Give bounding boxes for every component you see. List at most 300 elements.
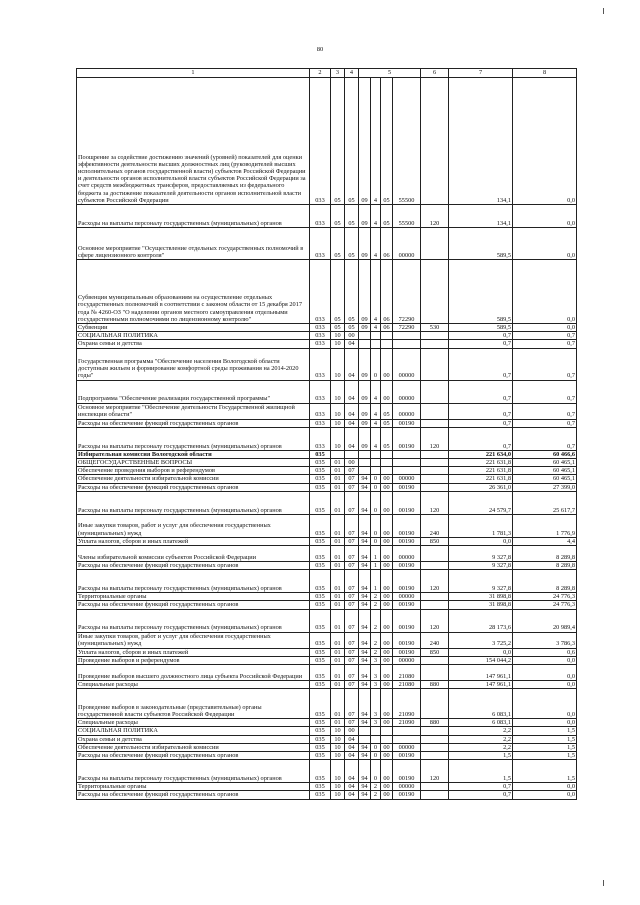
row-name: Расходы на выплаты персоналу государственных (муниципальных) органов <box>77 609 310 632</box>
cell-admin-code: 033 <box>310 205 331 228</box>
cell-expense-type <box>421 260 449 324</box>
cell-section: 01 <box>331 537 345 545</box>
row-name: Уплата налогов, сборов и иных платежей <box>77 648 310 656</box>
cell-program: 09 <box>359 348 371 380</box>
cell-amount-2: 0,0 <box>513 78 577 205</box>
cell-expense-type <box>421 483 449 491</box>
cell-subsection: 07 <box>345 601 359 609</box>
cell-subsection: 07 <box>345 681 359 689</box>
cell-expense-type <box>421 735 449 743</box>
cell-subsection <box>345 450 359 458</box>
cell-direction: 72290 <box>393 324 421 332</box>
cell-amount-1: 31 898,8 <box>449 601 513 609</box>
cell-subprogram: 0 <box>371 537 381 545</box>
cell-activity <box>381 735 393 743</box>
cell-amount-1: 134,1 <box>449 205 513 228</box>
table-row <box>77 514 577 537</box>
cell-admin-code: 033 <box>310 260 331 324</box>
cell-direction: 00000 <box>393 228 421 260</box>
cell-admin-code: 035 <box>310 537 331 545</box>
cell-admin-code: 033 <box>310 340 331 348</box>
cell-amount-1: 9 327,8 <box>449 562 513 570</box>
cell-amount-2: 25 617,7 <box>513 491 577 514</box>
row-name: Охрана семьи и детства <box>77 340 310 348</box>
row-name: Проведение выборов высшего должностного лица субъекта Российской Федерации <box>77 665 310 681</box>
cell-section: 10 <box>331 348 345 380</box>
cell-direction: 00190 <box>393 562 421 570</box>
cell-subsection: 04 <box>345 403 359 419</box>
cell-activity: 00 <box>381 760 393 783</box>
cell-amount-1: 2,2 <box>449 743 513 751</box>
cell-activity: 00 <box>381 632 393 648</box>
cell-activity <box>381 459 393 467</box>
cell-subsection: 07 <box>345 719 359 727</box>
table-row <box>77 228 577 260</box>
cell-subsection: 07 <box>345 570 359 593</box>
cell-admin-code: 035 <box>310 791 331 799</box>
cell-activity: 00 <box>381 681 393 689</box>
cell-program: 94 <box>359 791 371 799</box>
cell-amount-2: 20 989,4 <box>513 609 577 632</box>
cell-section: 01 <box>331 491 345 514</box>
cell-subprogram: 0 <box>371 752 381 760</box>
cell-subprogram: 0 <box>371 475 381 483</box>
table-row <box>77 791 577 799</box>
cell-subsection: 07 <box>345 467 359 475</box>
row-name: Субвенция муниципальным образованиям на осуществление отдельных государственных полномочий в соответствии с законом области от 15 декабря 2017 года № 4260-ОЗ "О наделении органов местного самоуправления отдельными государственными полномочиями по лицензионному контролю" <box>77 260 310 324</box>
row-name: Члены избирательной комиссии субъектов Российской Федерации <box>77 546 310 562</box>
cell-expense-type: 530 <box>421 324 449 332</box>
cell-expense-type: 120 <box>421 491 449 514</box>
cell-amount-1: 154 044,2 <box>449 656 513 664</box>
table-row <box>77 665 577 681</box>
cell-section: 05 <box>331 324 345 332</box>
cell-amount-1: 6 083,1 <box>449 689 513 719</box>
cell-subprogram: 0 <box>371 491 381 514</box>
cell-subsection: 07 <box>345 562 359 570</box>
cell-admin-code: 035 <box>310 719 331 727</box>
cell-program <box>359 332 371 340</box>
cell-section: 01 <box>331 459 345 467</box>
cell-program: 94 <box>359 648 371 656</box>
cell-subsection: 04 <box>345 419 359 427</box>
cell-program: 94 <box>359 665 371 681</box>
cell-section: 01 <box>331 681 345 689</box>
cell-program <box>359 727 371 735</box>
cell-activity: 00 <box>381 593 393 601</box>
cell-section: 10 <box>331 427 345 450</box>
cell-amount-1: 221 631,8 <box>449 475 513 483</box>
header-col-3: 3 <box>331 69 345 78</box>
cell-amount-2: 24 776,3 <box>513 601 577 609</box>
cell-amount-1: 31 898,8 <box>449 593 513 601</box>
cell-subsection: 05 <box>345 260 359 324</box>
cell-activity: 00 <box>381 665 393 681</box>
cell-admin-code: 033 <box>310 228 331 260</box>
cell-section: 10 <box>331 735 345 743</box>
cell-amount-1: 589,5 <box>449 324 513 332</box>
cell-subprogram: 4 <box>371 403 381 419</box>
row-name: Подпрограмма "Обеспечение реализации государственной программы" <box>77 380 310 403</box>
cell-activity: 05 <box>381 403 393 419</box>
header-col-7: 7 <box>449 69 513 78</box>
cell-admin-code: 035 <box>310 752 331 760</box>
scan-mark-top <box>603 8 604 14</box>
cell-program: 09 <box>359 228 371 260</box>
cell-direction: 00000 <box>393 380 421 403</box>
cell-amount-1: 0,7 <box>449 783 513 791</box>
table-body <box>77 78 577 800</box>
cell-activity: 00 <box>381 570 393 593</box>
table-row <box>77 475 577 483</box>
cell-section: 01 <box>331 593 345 601</box>
cell-amount-1: 1,5 <box>449 760 513 783</box>
cell-direction: 00190 <box>393 514 421 537</box>
cell-program: 94 <box>359 562 371 570</box>
cell-subprogram: 2 <box>371 791 381 799</box>
cell-amount-2: 60 466,6 <box>513 450 577 458</box>
cell-subprogram <box>371 467 381 475</box>
cell-direction: 00190 <box>393 483 421 491</box>
cell-direction: 72290 <box>393 260 421 324</box>
cell-activity: 00 <box>381 791 393 799</box>
cell-subprogram <box>371 340 381 348</box>
cell-activity: 00 <box>381 656 393 664</box>
cell-admin-code: 033 <box>310 78 331 205</box>
table-row <box>77 689 577 719</box>
cell-amount-1: 6 083,1 <box>449 719 513 727</box>
cell-admin-code: 035 <box>310 593 331 601</box>
cell-section: 10 <box>331 340 345 348</box>
cell-direction: 00190 <box>393 760 421 783</box>
cell-admin-code: 035 <box>310 760 331 783</box>
table-row <box>77 752 577 760</box>
cell-subsection: 04 <box>345 760 359 783</box>
cell-program: 94 <box>359 752 371 760</box>
cell-section: 01 <box>331 475 345 483</box>
cell-subprogram: 4 <box>371 427 381 450</box>
cell-expense-type: 120 <box>421 570 449 593</box>
cell-program: 94 <box>359 601 371 609</box>
cell-section: 05 <box>331 228 345 260</box>
cell-amount-2: 0,7 <box>513 419 577 427</box>
cell-direction: 21080 <box>393 681 421 689</box>
row-name: Территориальные органы <box>77 593 310 601</box>
cell-amount-2: 4,4 <box>513 537 577 545</box>
cell-amount-1: 0,7 <box>449 332 513 340</box>
cell-activity: 00 <box>381 514 393 537</box>
cell-direction: 00190 <box>393 648 421 656</box>
cell-admin-code: 035 <box>310 689 331 719</box>
cell-subprogram <box>371 735 381 743</box>
cell-section: 01 <box>331 719 345 727</box>
cell-subsection: 07 <box>345 491 359 514</box>
cell-amount-1: 9 327,8 <box>449 570 513 593</box>
cell-amount-1: 0,0 <box>449 648 513 656</box>
cell-amount-2: 1,5 <box>513 743 577 751</box>
cell-amount-2: 1,5 <box>513 760 577 783</box>
cell-amount-2: 1 776,9 <box>513 514 577 537</box>
cell-expense-type <box>421 601 449 609</box>
cell-amount-2: 0,7 <box>513 427 577 450</box>
header-col-4: 4 <box>345 69 359 78</box>
cell-subsection: 07 <box>345 632 359 648</box>
cell-amount-2: 0,0 <box>513 665 577 681</box>
header-col-5: 5 <box>359 69 421 78</box>
cell-expense-type <box>421 593 449 601</box>
cell-section: 10 <box>331 419 345 427</box>
cell-amount-2: 0,0 <box>513 205 577 228</box>
cell-subprogram: 4 <box>371 260 381 324</box>
cell-admin-code: 035 <box>310 783 331 791</box>
table-row <box>77 632 577 648</box>
table-row <box>77 743 577 751</box>
cell-activity: 06 <box>381 228 393 260</box>
scan-mark-bottom <box>603 880 604 886</box>
cell-section: 01 <box>331 648 345 656</box>
cell-subprogram: 4 <box>371 228 381 260</box>
cell-amount-1: 0,7 <box>449 340 513 348</box>
table-row <box>77 546 577 562</box>
cell-direction: 00000 <box>393 656 421 664</box>
cell-program: 94 <box>359 632 371 648</box>
row-name: Специальные расходы <box>77 719 310 727</box>
cell-subsection: 07 <box>345 648 359 656</box>
cell-subsection: 04 <box>345 783 359 791</box>
cell-direction <box>393 735 421 743</box>
table-row <box>77 380 577 403</box>
cell-amount-2: 0,0 <box>513 324 577 332</box>
cell-admin-code: 033 <box>310 427 331 450</box>
cell-program: 94 <box>359 570 371 593</box>
cell-section: 01 <box>331 467 345 475</box>
cell-program <box>359 467 371 475</box>
cell-amount-2: 0,7 <box>513 332 577 340</box>
cell-amount-1: 0,7 <box>449 348 513 380</box>
row-name: Уплата налогов, сборов и иных платежей <box>77 537 310 545</box>
header-col-2: 2 <box>310 69 331 78</box>
table-row <box>77 537 577 545</box>
cell-program: 94 <box>359 681 371 689</box>
budget-table <box>76 68 577 800</box>
cell-section: 10 <box>331 783 345 791</box>
cell-subprogram: 1 <box>371 570 381 593</box>
cell-section: 10 <box>331 332 345 340</box>
cell-amount-1: 24 579,7 <box>449 491 513 514</box>
cell-expense-type: 120 <box>421 205 449 228</box>
cell-program: 94 <box>359 760 371 783</box>
cell-section: 01 <box>331 562 345 570</box>
table-row <box>77 609 577 632</box>
cell-expense-type <box>421 743 449 751</box>
cell-subprogram: 3 <box>371 665 381 681</box>
cell-amount-2: 27 399,0 <box>513 483 577 491</box>
cell-amount-1: 0,7 <box>449 427 513 450</box>
cell-subsection: 07 <box>345 483 359 491</box>
cell-admin-code: 035 <box>310 562 331 570</box>
cell-subprogram: 4 <box>371 205 381 228</box>
cell-program: 94 <box>359 475 371 483</box>
table-row <box>77 593 577 601</box>
cell-subsection: 04 <box>345 735 359 743</box>
cell-subprogram: 3 <box>371 689 381 719</box>
cell-section: 05 <box>331 205 345 228</box>
cell-program: 94 <box>359 537 371 545</box>
cell-subprogram <box>371 332 381 340</box>
cell-amount-1: 134,1 <box>449 78 513 205</box>
cell-section: 01 <box>331 689 345 719</box>
table-row <box>77 205 577 228</box>
cell-amount-1: 9 327,8 <box>449 546 513 562</box>
cell-admin-code: 035 <box>310 570 331 593</box>
cell-program: 09 <box>359 324 371 332</box>
cell-section: 10 <box>331 743 345 751</box>
cell-program <box>359 735 371 743</box>
cell-section: 01 <box>331 483 345 491</box>
cell-subprogram <box>371 459 381 467</box>
cell-expense-type <box>421 475 449 483</box>
cell-subsection: 07 <box>345 689 359 719</box>
cell-subsection: 04 <box>345 427 359 450</box>
cell-amount-2: 8 289,8 <box>513 570 577 593</box>
cell-program: 94 <box>359 743 371 751</box>
cell-amount-1: 0,0 <box>449 537 513 545</box>
cell-direction: 00000 <box>393 475 421 483</box>
cell-activity: 00 <box>381 689 393 719</box>
cell-admin-code: 033 <box>310 419 331 427</box>
cell-expense-type: 240 <box>421 514 449 537</box>
cell-direction: 21090 <box>393 689 421 719</box>
row-name: Расходы на обеспечение функций государственных органов <box>77 791 310 799</box>
cell-subprogram <box>371 727 381 735</box>
cell-expense-type <box>421 403 449 419</box>
cell-activity: 00 <box>381 609 393 632</box>
cell-program: 94 <box>359 719 371 727</box>
cell-amount-1: 2,2 <box>449 735 513 743</box>
cell-amount-2: 1,5 <box>513 727 577 735</box>
cell-admin-code: 035 <box>310 459 331 467</box>
cell-direction: 00000 <box>393 783 421 791</box>
row-name: СОЦИАЛЬНАЯ ПОЛИТИКА <box>77 332 310 340</box>
cell-expense-type <box>421 419 449 427</box>
cell-activity: 00 <box>381 475 393 483</box>
cell-subprogram: 3 <box>371 681 381 689</box>
cell-program: 09 <box>359 78 371 205</box>
row-name: Расходы на обеспечение функций государственных органов <box>77 419 310 427</box>
cell-expense-type <box>421 340 449 348</box>
cell-activity: 06 <box>381 260 393 324</box>
row-name: Обеспечение деятельности избирательной комиссии <box>77 743 310 751</box>
table-row <box>77 348 577 380</box>
cell-subprogram: 4 <box>371 419 381 427</box>
cell-subprogram: 2 <box>371 601 381 609</box>
row-name: Расходы на обеспечение функций государственных органов <box>77 483 310 491</box>
cell-expense-type: 120 <box>421 427 449 450</box>
cell-program: 09 <box>359 380 371 403</box>
cell-section: 01 <box>331 570 345 593</box>
cell-program: 94 <box>359 514 371 537</box>
table-row <box>77 483 577 491</box>
row-name: Расходы на выплаты персоналу государственных (муниципальных) органов <box>77 760 310 783</box>
header-col-1: 1 <box>77 69 310 78</box>
cell-program <box>359 340 371 348</box>
cell-activity <box>381 332 393 340</box>
cell-direction <box>393 467 421 475</box>
cell-amount-1: 589,5 <box>449 228 513 260</box>
cell-program: 09 <box>359 260 371 324</box>
cell-admin-code: 035 <box>310 743 331 751</box>
cell-amount-2: 3 786,3 <box>513 632 577 648</box>
cell-subsection: 07 <box>345 665 359 681</box>
cell-subsection: 00 <box>345 727 359 735</box>
cell-direction: 00190 <box>393 601 421 609</box>
cell-direction: 00190 <box>393 791 421 799</box>
cell-activity: 05 <box>381 205 393 228</box>
cell-expense-type: 120 <box>421 760 449 783</box>
cell-program: 94 <box>359 689 371 719</box>
table-row <box>77 260 577 324</box>
cell-admin-code: 035 <box>310 648 331 656</box>
cell-direction: 00190 <box>393 632 421 648</box>
cell-section: 10 <box>331 752 345 760</box>
cell-amount-1: 221 631,8 <box>449 459 513 467</box>
cell-program: 94 <box>359 656 371 664</box>
cell-subsection: 05 <box>345 324 359 332</box>
row-name: ОБЩЕГОСУДАРСТВЕННЫЕ ВОПРОСЫ <box>77 459 310 467</box>
cell-amount-2: 0,6 <box>513 648 577 656</box>
cell-amount-2: 0,0 <box>513 681 577 689</box>
header-col-6: 6 <box>421 69 449 78</box>
cell-amount-1: 3 725,2 <box>449 632 513 648</box>
cell-amount-1: 26 361,0 <box>449 483 513 491</box>
cell-activity <box>381 450 393 458</box>
table-row <box>77 681 577 689</box>
cell-section: 05 <box>331 260 345 324</box>
cell-subsection: 07 <box>345 537 359 545</box>
cell-section: 01 <box>331 665 345 681</box>
cell-admin-code: 033 <box>310 332 331 340</box>
cell-amount-2: 8 289,8 <box>513 546 577 562</box>
cell-amount-2: 0,0 <box>513 783 577 791</box>
header-col-8: 8 <box>513 69 577 78</box>
cell-expense-type <box>421 562 449 570</box>
cell-subprogram: 0 <box>371 483 381 491</box>
cell-subsection: 07 <box>345 656 359 664</box>
cell-expense-type <box>421 783 449 791</box>
table-row <box>77 324 577 332</box>
table-row <box>77 783 577 791</box>
table-row <box>77 648 577 656</box>
cell-section <box>331 450 345 458</box>
cell-amount-1: 147 961,1 <box>449 665 513 681</box>
cell-section: 10 <box>331 380 345 403</box>
cell-admin-code: 035 <box>310 546 331 562</box>
cell-expense-type <box>421 332 449 340</box>
table-row <box>77 760 577 783</box>
cell-direction: 00190 <box>393 491 421 514</box>
cell-amount-2: 0,7 <box>513 348 577 380</box>
cell-admin-code: 035 <box>310 735 331 743</box>
cell-direction: 00190 <box>393 752 421 760</box>
row-name: СОЦИАЛЬНАЯ ПОЛИТИКА <box>77 727 310 735</box>
cell-amount-1: 221 631,8 <box>449 467 513 475</box>
cell-expense-type: 850 <box>421 537 449 545</box>
cell-section: 01 <box>331 632 345 648</box>
cell-amount-1: 1,5 <box>449 752 513 760</box>
cell-expense-type <box>421 450 449 458</box>
cell-activity: 00 <box>381 537 393 545</box>
cell-expense-type <box>421 459 449 467</box>
